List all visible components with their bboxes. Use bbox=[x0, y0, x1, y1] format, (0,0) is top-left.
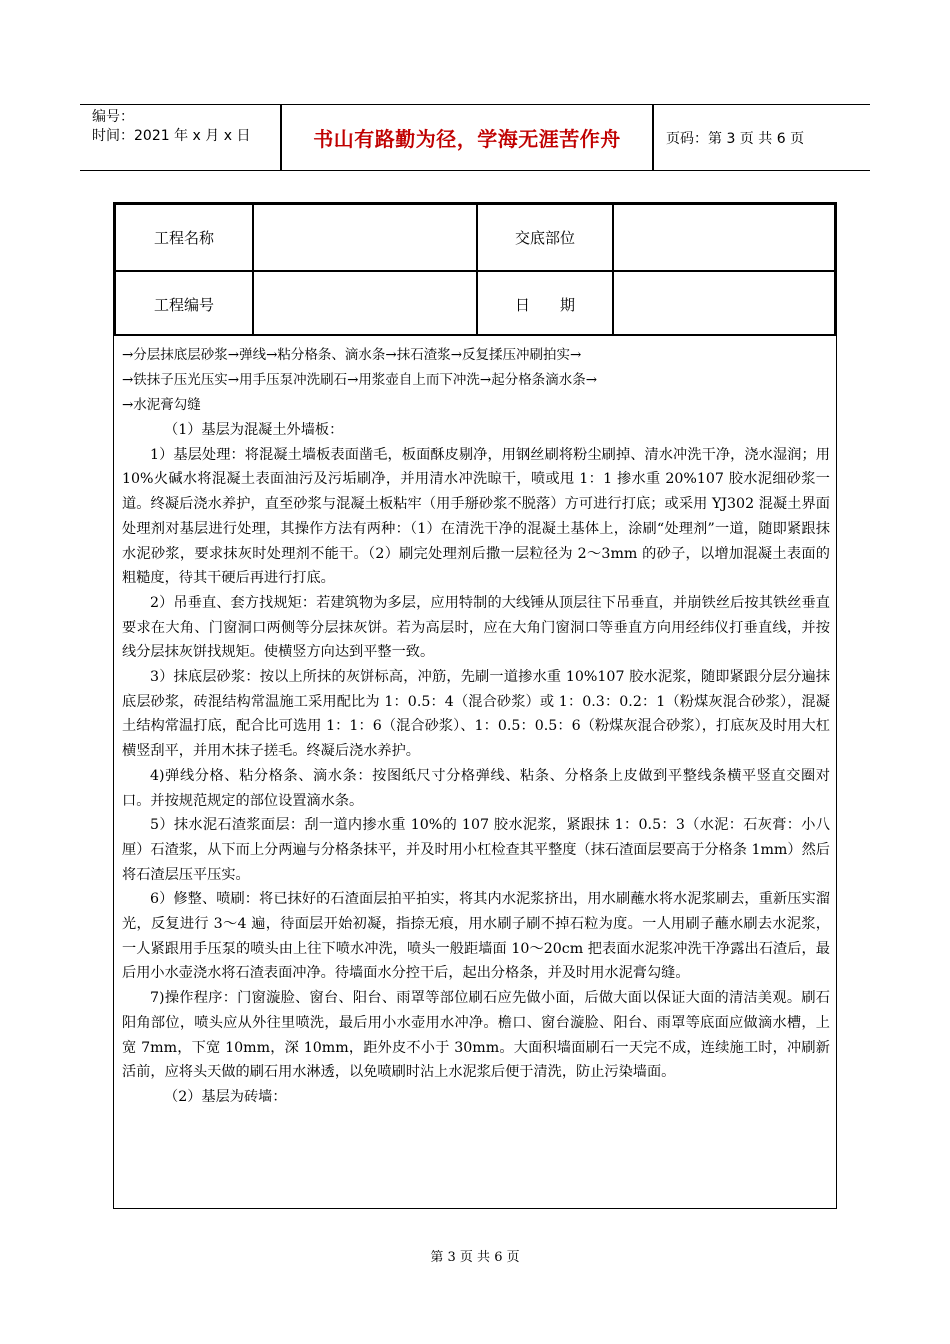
project-name-field[interactable] bbox=[254, 205, 476, 270]
number-label: 编号： bbox=[92, 109, 134, 125]
header-page-info: 页码：第 3 页 共 6 页 bbox=[666, 130, 805, 147]
handover-content bbox=[122, 343, 830, 1110]
page-header bbox=[80, 104, 870, 171]
process-flow-line: →分层抹底层砂浆→弹线→粘分格条、滴水条→抹石渣浆→反复揉压冲刷拍实→ bbox=[122, 347, 582, 363]
project-name-label: 工程名称 bbox=[153, 229, 214, 247]
page-footer: 第 3 页 共 6 页 bbox=[430, 1250, 520, 1265]
paragraph: （1）基层为混凝土外墙板： bbox=[164, 422, 344, 438]
paragraph-list bbox=[122, 418, 830, 1110]
header-bottom-rule bbox=[80, 170, 870, 171]
info-table bbox=[114, 203, 836, 336]
paragraph: 4)弹线分格、粘分格条、滴水条：按图纸尺寸分格弹线、粘条、分格条上皮做到平整线条横平竖直交圈对口。并按规范规定的部位设置滴水条。 bbox=[122, 767, 830, 809]
paragraph: 6）修整、喷刷：将已抹好的石渣面层拍平拍实，将其内水泥浆挤出，用水刷蘸水将水泥浆刷去，重新压实溜光，反复进行 3～4 遍，待面层开始初凝，指捺无痕，用水刷子刷不掉石粒为度。一人用刷子蘸水刷去水泥浆，一人紧跟用手压泵的喷头由上往下喷水冲洗，喷头一般距墙面 10～20cm 把表面水泥浆冲洗干净露出石渣后，最后用小水壶浇水将石渣表面冲净。待墙面水分控干后，起出分格条，并及时用水泥膏勾缝。 bbox=[122, 891, 830, 982]
paragraph: 5）抹水泥石渣浆面层：刮一道内掺水重 10%的 107 胶水泥浆，紧跟抹 1：0.5：3（水泥：石灰膏：小八厘）石渣浆，从下而上分两遍与分格条抹平，并及时用小杠检查其平整度（抹石渣面层要高于分格条 1mm）然后将石渣层压平压实。 bbox=[122, 817, 830, 883]
process-flow-line: →铁抹子压光压实→用手压泵冲洗刷石→用浆壶自上而下冲洗→起分格条滴水条→ bbox=[122, 372, 598, 388]
header-motto: 书山有路勤为径，学海无涯苦作舟 bbox=[313, 127, 621, 151]
handover-part-field[interactable] bbox=[614, 205, 836, 270]
paragraph: （2）基层为砖墙： bbox=[164, 1088, 287, 1105]
header-divider bbox=[652, 104, 654, 171]
date-field[interactable] bbox=[614, 272, 836, 336]
header-meta bbox=[92, 108, 250, 146]
date-label: 日 期 bbox=[514, 295, 575, 314]
handover-sheet bbox=[113, 202, 837, 1209]
process-flow-line: →水泥膏勾缝 bbox=[122, 397, 201, 413]
paragraph: 1）基层处理：将混凝土墙板表面凿毛，板面酥皮剔净，用钢丝刷将粉尘刷掉、清水冲洗干净，浇水湿润；用 10%火碱水将混凝土表面油污及污垢刷净，并用清水冲洗晾干，喷或甩 1：1 掺水重 20%107 胶水泥细砂浆一道。终凝后浇水养护，直至砂浆与混凝土板粘牢（用手掰砂浆不脱落）方可进行打底；或采用 YJ302 混凝土界面处理剂对基层进行处理，其操作方法有两种：（1）在清洗干净的混凝土基体上，涂刷“处理剂”一道，随即紧跟抹水泥砂浆，要求抹灰时处理剂不能干。（2）刷完处理剂后撒一层粒径为 2～3mm 的砂子，以增加混凝土表面的粗糙度，待其干硬后再进行打底。 bbox=[122, 446, 830, 587]
paragraph: 7)操作程序：门窗漩脸、窗台、阳台、雨罩等部位刷石应先做小面，后做大面以保证大面的清洁美观。刷石阳角部位，喷头应从外往里喷洗，最后用小水壶用水冲净。檐口、窗台漩脸、阳台、雨罩等底面应做滴水槽，上宽 7mm，下宽 10mm，深 10mm，距外皮不小于 30mm。大面积墙面刷石一天完不成，连续施工时，冲刷新活前，应将头天做的刷石用水淋透，以免喷刷时沾上水泥浆后便于清洗，防止污染墙面。 bbox=[122, 990, 830, 1081]
project-no-field[interactable] bbox=[254, 272, 476, 336]
project-no-label: 工程编号 bbox=[153, 295, 214, 314]
paragraph: 2）吊垂直、套方找规矩：若建筑物为多层，应用特制的大线锤从顶层往下吊垂直，并崩铁丝后按其铁丝垂直要求在大角、门窗洞口两侧等分层抹灰饼。若为高层时，应在大角门窗洞口等垂直方向用经纬仪打垂直线，并按线分层抹灰饼找规矩。使横竖方向达到平整一致。 bbox=[122, 594, 830, 661]
paragraph: 3）抹底层砂浆：按以上所抹的灰饼标高，冲筋，先刷一道掺水重 10%107 胶水泥浆，随即紧跟分层分遍抹底层砂浆，砖混结构常温施工采用配比为 1：0.5：4（混合砂浆）或 1：0.3：0.2：1（粉煤灰混合砂浆），混凝土结构常温打底，配合比可选用 1：1：6（混合砂浆）、1：0.5：0.5：6（粉煤灰混合砂浆），打底灰及时用大杠横竖刮平，并用木抹子搓毛。终凝后浇水养护。 bbox=[122, 669, 830, 760]
handover-part-label: 交底部位 bbox=[514, 229, 575, 247]
time-label: 时间：2021 年 x 月 x 日 bbox=[92, 128, 251, 144]
